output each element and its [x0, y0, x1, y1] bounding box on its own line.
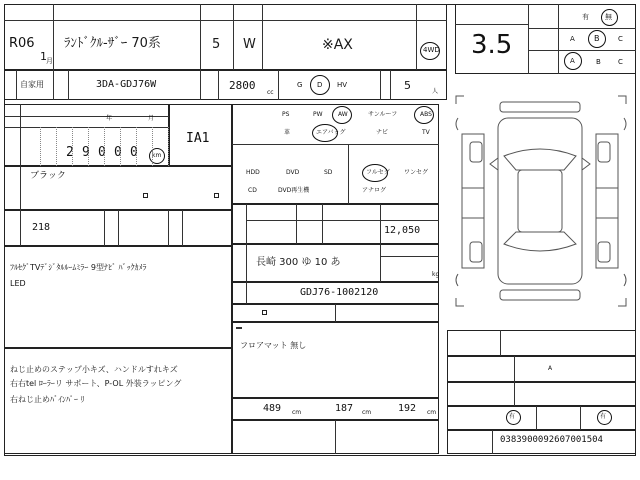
color-change-check — [143, 193, 148, 198]
sales-points-line-1: ﾌﾙｾｸﾞTVﾃﾞｼﾞﾀﾙﾙｰﾑﾐﾗｰ 9型ﾅﾋﾞ ﾊﾞｯｸｶﾒﾗ — [10, 263, 147, 272]
width-unit: cm — [362, 409, 372, 416]
displacement: 2800 — [229, 79, 256, 92]
mileage-unit: km — [152, 152, 162, 159]
diagram-corner-tl — [456, 96, 464, 104]
equipment-item: TV — [422, 129, 430, 136]
mileage-digit: 0 — [114, 145, 122, 160]
diagram-wheel-rr — [598, 242, 610, 262]
equipment-item: エアバッグ — [316, 129, 346, 136]
equipment-item: ABS — [420, 111, 432, 118]
diagram-mirror-left — [490, 158, 498, 170]
pre-record-box — [232, 322, 439, 398]
doors: 5 — [212, 37, 221, 52]
diagram-side-right — [596, 134, 618, 268]
interior-opt-c: C — [618, 58, 623, 66]
equipment-item: PS — [282, 111, 290, 118]
jack-value: 有 — [600, 413, 607, 420]
tv-item: ワンセグ — [404, 169, 429, 176]
seats-box — [447, 330, 636, 356]
tv-item: フルセグ — [366, 169, 390, 176]
fuel-opt-hv: HV — [337, 81, 348, 89]
tv-item: アナログ — [362, 187, 387, 194]
diagram-wheel-rl — [470, 242, 482, 262]
mileage-digit: 0 — [98, 145, 106, 160]
diagram-bracket-r2 — [624, 274, 626, 286]
month-unit: 月 — [46, 57, 53, 65]
fuel-opt-d: D — [317, 81, 323, 89]
height-unit: cm — [427, 409, 437, 416]
diagram-corner-tr — [618, 96, 626, 104]
rating-score: 3.5 — [471, 30, 513, 60]
fuel-opt-g: G — [297, 81, 303, 89]
interior-opt-b: B — [596, 58, 601, 66]
diagram-rear-window — [504, 232, 576, 251]
grade: ※AX — [322, 37, 353, 53]
mileage-digit: 2 — [66, 145, 74, 160]
navi-item: SD — [324, 169, 333, 176]
key-no: 218 — [32, 222, 51, 233]
diagram-rear-bumper — [500, 290, 580, 300]
dealer-box — [232, 204, 439, 244]
length-unit: cm — [292, 409, 302, 416]
drive: 4WD — [423, 46, 440, 54]
capacity: 5 — [404, 79, 411, 92]
warranty-check — [262, 310, 267, 315]
recycle-value: 12,050 — [384, 225, 421, 236]
repair-opt-yes: 有 — [582, 13, 589, 21]
repair-opt-no: 無 — [605, 13, 612, 21]
interior-opt-a: A — [570, 57, 575, 65]
car-name: ﾗﾝﾄﾞｸﾙ-ｻﾞｰ 70系 — [64, 36, 161, 51]
notes-line-1: ねじ止めのステップ小キズ、ハンドルすれキズ — [10, 365, 178, 374]
front-glass-box — [447, 356, 636, 382]
width: 187 — [335, 403, 354, 414]
color-value: ブラック — [30, 171, 66, 181]
navi-item: HDD — [246, 169, 260, 176]
equipment-item: AW — [338, 111, 348, 118]
diagram-body — [498, 118, 582, 284]
diagram-corner-bl — [456, 298, 464, 306]
capacity-unit: 人 — [432, 88, 439, 95]
diagram-bracket-l2 — [456, 274, 458, 286]
inspection-year-unit: 年 — [106, 115, 113, 122]
height: 192 — [398, 403, 417, 414]
spare-tire-box — [447, 382, 636, 406]
equipment-item: ナビ — [376, 129, 389, 136]
management-value: 0383900092607001504 — [500, 435, 603, 445]
equipment-item: 革 — [284, 129, 291, 136]
notes-line-2: 右右tel ﾛｰﾗｰリ サポート、P-OL 外装ラッピング — [10, 379, 182, 388]
registration-value: 長崎 300 ゆ 10 あ — [256, 257, 341, 268]
diagram-roof — [518, 170, 562, 232]
reg-month: 1 — [40, 50, 47, 63]
color-change-check-2 — [214, 193, 219, 198]
diagram-front-bumper — [500, 102, 580, 112]
diagram-windshield — [504, 149, 576, 170]
navi-item: CD — [248, 187, 257, 194]
car-diagram — [448, 78, 634, 324]
diagram-bracket-r1 — [624, 118, 626, 130]
mileage-digit: 0 — [130, 145, 138, 160]
diagram-side-left — [462, 134, 484, 268]
body-shape: W — [243, 37, 256, 52]
navi-item: DVD — [286, 169, 300, 176]
navi-item: DVD再生機 — [278, 187, 310, 194]
sales-points-box — [4, 246, 232, 348]
diagram-wheel-fr — [598, 142, 610, 162]
use: 自家用 — [20, 80, 44, 89]
pre-record-value: フロアマット 無し — [240, 341, 307, 350]
shift-value: IA1 — [186, 131, 210, 146]
mileage-digit: 9 — [82, 145, 90, 160]
diagram-mirror-right — [582, 158, 590, 170]
tools-value: 有 — [509, 413, 516, 420]
exterior-opt-a: A — [570, 35, 575, 43]
glass-item: A — [548, 365, 553, 372]
pre-record-label — [236, 327, 242, 329]
chassis-value: GDJ76-1002120 — [300, 287, 379, 298]
diagram-corner-br — [618, 298, 626, 306]
displacement-unit: cc — [267, 89, 274, 96]
inspection-month-unit: 月 — [148, 115, 155, 122]
max-load-unit: kg — [432, 271, 440, 278]
diagram-wheel-fl — [470, 142, 482, 162]
sales-points-line-2: LED — [10, 279, 26, 288]
exterior-opt-c: C — [618, 35, 623, 43]
reg-year: R06 — [9, 36, 35, 51]
model: 3DA-GDJ76W — [96, 79, 157, 90]
exterior-opt-b: B — [594, 34, 600, 43]
notes-line-3: 右ねじ止めﾊﾞｲﾝﾊﾟｰ ﾘ — [10, 395, 85, 404]
diagram-bracket-l1 — [456, 118, 458, 130]
equipment-item: PW — [313, 111, 323, 118]
length: 489 — [263, 403, 282, 414]
equipment-item: サンルーフ — [368, 111, 398, 118]
